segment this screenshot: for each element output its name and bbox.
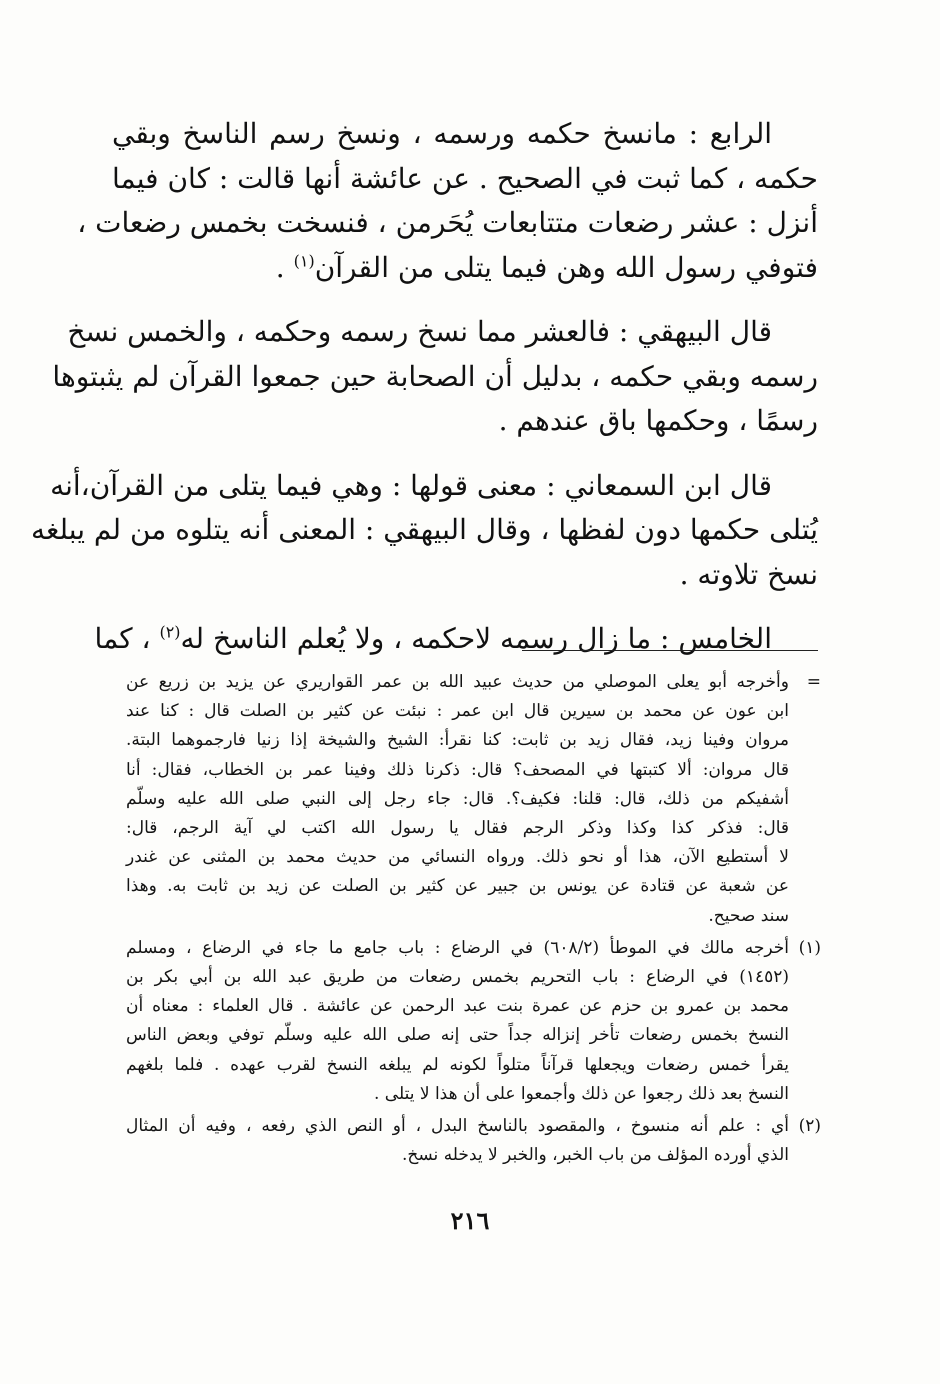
page-number: ٢١٦ — [450, 1206, 490, 1235]
footnote-line: لا أستطيع الآن، هذا أو نحو ذلك. ورواه النسائي من حديث محمد بن المثنى عن غندر — [126, 847, 789, 868]
text-line: قال ابن السمعاني : معنى قولها : وهي فيما يتلى من القرآن،أنه — [50, 468, 772, 502]
footnote-line: النسخ بعد ذلك رجعوا عن ذلك وأجمعوا على أن هذا لا يتلى . — [373, 1083, 789, 1104]
footnote-line: (١٤٥٢) في الرضاع : باب التحريم بخمس رضعات من طريق عبد الله بن أبي بكر بن — [126, 967, 789, 988]
continuation-mark: = — [806, 672, 821, 692]
footnote-line: محمد بن عمرو بن حزم عن عمرة بنت عبد الرحمن عن عائشة . قال العلماء : معناه أن — [126, 996, 789, 1017]
footnote-line: أي : علم أنه منسوخ ، والمقصود بالناسخ البدل ، أو النص الذي رفعه ، وفيه أن المثال — [126, 1116, 789, 1137]
footnote-line: أشفيكم من ذلك، قال: قلنا: فكيف؟. قال: جاء رجل إلى النبي صلى الله عليه وسلّم — [126, 788, 789, 809]
footnote-label: (٢) — [798, 1116, 821, 1137]
footnote-line: أخرجه مالك في الموطأ (٦٠٨/٢) في الرضاع : باب جامع ما جاء في الرضاع ، ومسلم — [126, 937, 789, 958]
paragraph-bayhaqi — [52, 310, 818, 444]
text-segment: فتوفي رسول الله وهن فيما يتلى من القرآن — [314, 250, 818, 284]
text-line: حكمه ، كما ثبت في الصحيح . عن عائشة أنها قالت : كان فيما — [112, 161, 818, 195]
footnote-line: يقرأ خمس رضعات ويجعلها قرآناً متلواً لكونه لم يبلغه النسخ لقرب عهده . فلما بلغهم — [126, 1054, 789, 1075]
paragraph-fourth-type — [77, 112, 818, 290]
text-segment: . — [275, 250, 294, 284]
footnote-1 — [126, 934, 819, 1109]
text-segment: الخامس : ما زال رسمه لاحكمه ، ولا يُعلم الناسخ له — [180, 622, 772, 655]
footnote-line: الذي أورده المؤلف من باب الخبر، والخبر لا يدخله نسخ. — [402, 1145, 789, 1166]
footnote-separator — [522, 650, 818, 651]
text-line: رسمًا ، وحكمها باق عندهم . — [498, 404, 818, 437]
footnote-line: سند صحيح. — [708, 905, 789, 926]
text-line: رسمه وبقي حكمه ، بدليل أن الصحابة حين جمعوا القرآن لم يثبتوها — [52, 359, 818, 393]
paragraph-fifth-type — [94, 617, 818, 662]
paragraph-samani — [30, 464, 818, 598]
text-line: قال البيهقي : فالعشر مما نسخ رسمه وحكمه ، والخمس نسخ — [67, 315, 772, 348]
footnote-line: وأخرجه أبو يعلى الموصلي من حديث عبيد الله بن عمر القواريري عن يزيد بن زريع عن — [126, 672, 789, 692]
footnote-2 — [126, 1112, 819, 1170]
footnote-continued — [126, 668, 819, 931]
footnote-line: ابن عون عن محمد بن سيرين قال ابن عمر : نبئت عن كثير بن الصلت قال : كنا عند — [126, 701, 789, 722]
footnote-line: قال مروان: ألا كتبتها في المصحف؟ قال: ذكرنا ذلك وفينا عمر بن الخطاب، فقال: أنا — [126, 759, 789, 780]
footnote-marker-1: (١) — [293, 251, 315, 271]
text-line: أنزل : عشر رضعات متتابعات يُحَرمن ، فنسخت بخمس رضعات ، — [77, 206, 818, 239]
footnote-line: عن شعبة عن قتادة عن يونس بن جبير عن كثير بن الصلت عن زيد بن ثابت به. وهذا — [126, 876, 789, 897]
footnote-marker-2: (٢) — [159, 622, 181, 642]
footnotes — [126, 668, 819, 1173]
footnote-line: النسخ بخمس رضعات تأخر إنزاله جداً حتى إنه صلى الله عليه وسلّم توفي وبعض الناس — [126, 1025, 789, 1046]
footnote-label: (١) — [798, 937, 821, 958]
footnote-line: قال: فذكر كذا وكذا وذكر الرجم فقال يا رسول الله اكتب لي آية الرجم، قال: — [126, 818, 789, 839]
text-line: نسخ تلاوته . — [679, 557, 818, 591]
text-line — [112, 246, 818, 291]
text-line: الرابع : مانسخ حكمه ورسمه ، ونسخ رسم الناسخ وبقي — [112, 117, 773, 150]
text-segment: ، كما — [94, 622, 151, 655]
footnote-line: مروان وفينا زيد، فقال زيد بن ثابت: كنا نقرأ: الشيخ والشيخة إذا زنيا فارجموهما البتة. — [126, 730, 789, 751]
text-line: يُتلى حكمها دون لفظها ، وقال البيهقي : المعنى أنه يتلوه من لم يبلغه — [30, 513, 818, 546]
main-text — [30, 112, 818, 682]
text-line — [94, 617, 818, 662]
